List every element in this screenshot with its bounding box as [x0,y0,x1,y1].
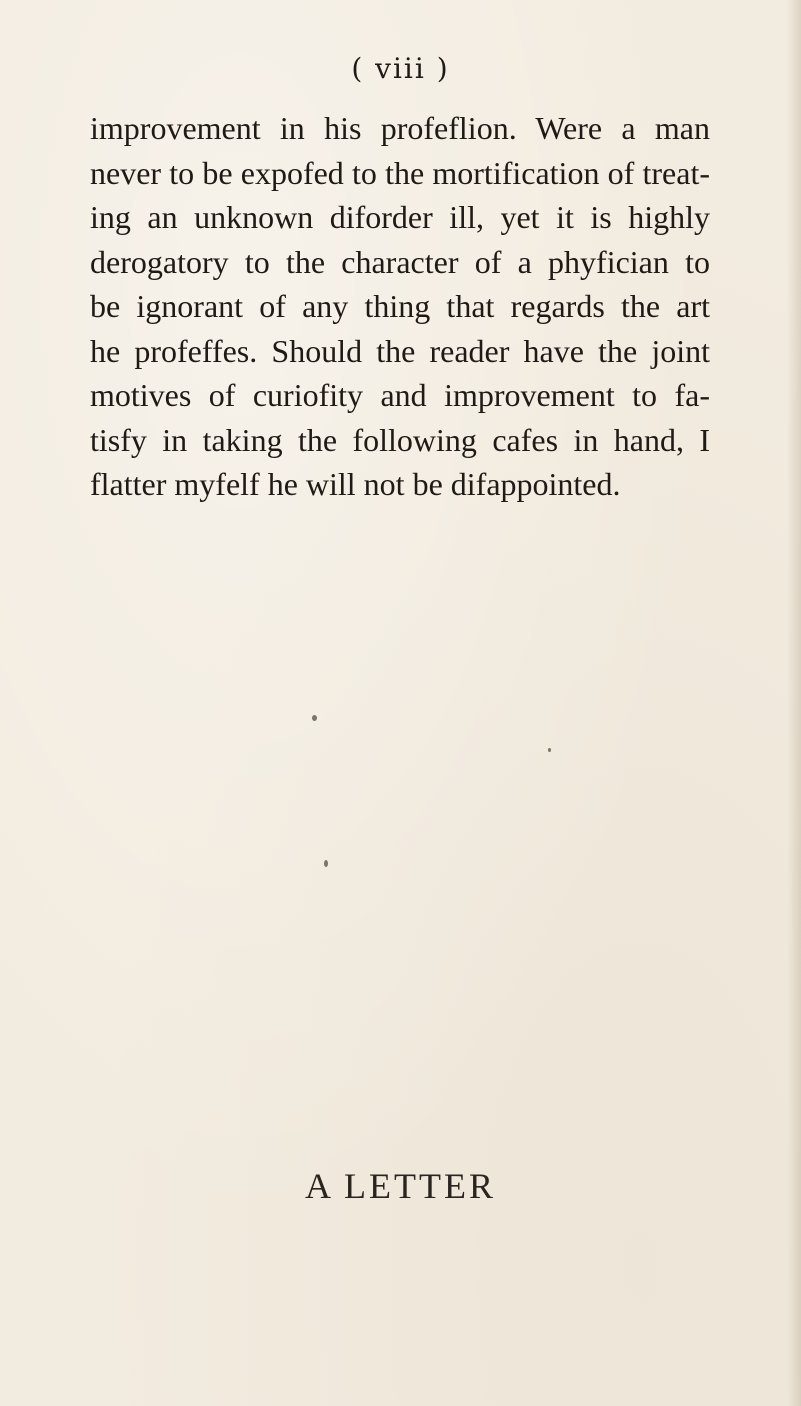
next-section-heading: A LETTER [305,1166,496,1206]
ink-speck [324,860,328,867]
text-line: he profeffes. Should the reader have the joint [90,332,710,369]
text-line: tisfy in taking the following cafes in hand, I [90,421,710,458]
text-line: ing an unknown diforder ill, yet it is highly [90,199,710,235]
body-paragraph [90,106,710,507]
ink-speck [548,748,551,752]
text-line: be ignorant of any thing that regards the art [90,288,710,324]
text-line: flatter myfelf he will not be difappointed. [90,466,621,502]
text-line: never to be expofed to the mortification of treat- [90,154,710,191]
ink-speck [312,715,317,721]
page-number: ( viii ) [351,52,450,85]
text-line: derogatory to the character of a phyfician to [90,243,710,280]
text-line: improvement in his profeflion. Were a man [90,110,710,146]
text-line: motives of curiofity and improvement to fa- [90,377,710,413]
